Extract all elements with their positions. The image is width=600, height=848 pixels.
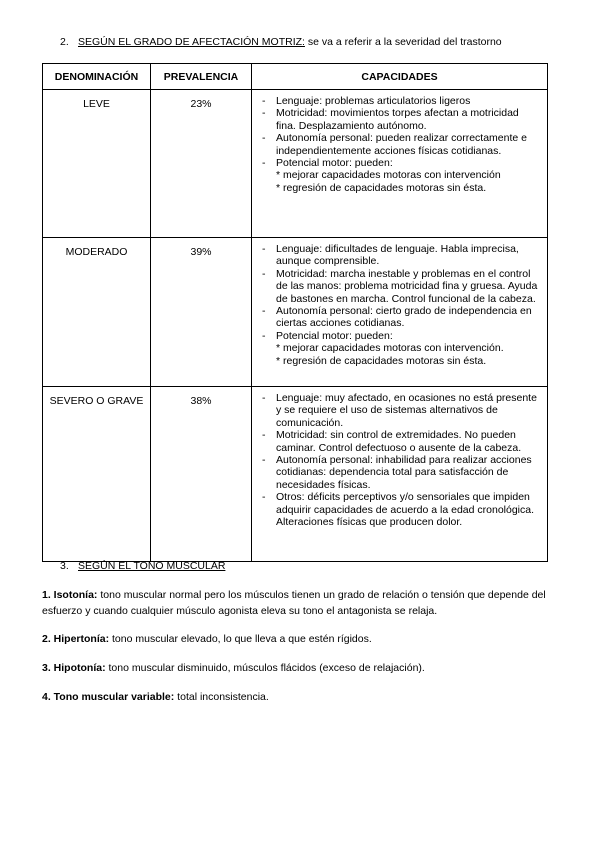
paragraph-term: 1. Isotonía:	[42, 589, 98, 601]
denominacion-cell: LEVE	[43, 90, 151, 238]
table-row	[43, 238, 548, 387]
list-item: - Autonomía personal: pueden realizar correctamente e independientemente acciones físicas cotidianas.	[258, 132, 541, 157]
section-2-title: SEGÚN EL GRADO DE AFECTACIÓN MOTRIZ:	[78, 36, 305, 48]
paragraph-text: tono muscular elevado, lo que lleva a que estén rígidos.	[109, 633, 372, 645]
list-item: - Potencial motor: pueden: * mejorar capacidades motoras con intervención * regresión de capacidades motoras sin ésta.	[258, 157, 541, 194]
table-body	[43, 90, 548, 562]
prevalencia-cell: 23%	[151, 90, 252, 238]
motor-grade-table	[42, 63, 548, 562]
hipertonia-paragraph	[42, 631, 547, 647]
section-2-description: se va a referir a la severidad del trastorno	[304, 36, 502, 48]
capacidades-list	[258, 243, 541, 367]
table-row	[43, 387, 548, 562]
section-3-number: 3.	[60, 560, 69, 572]
capacidades-list	[258, 392, 541, 528]
tono-variable-paragraph	[42, 689, 547, 705]
prevalencia-cell: 39%	[151, 238, 252, 387]
capacidades-list	[258, 95, 541, 194]
list-item: - Lenguaje: dificultades de lenguaje. Habla imprecisa, aunque comprensible.	[258, 243, 541, 268]
header-capacidades: CAPACIDADES	[252, 64, 548, 90]
list-item: - Otros: déficits perceptivos y/o sensoriales que impiden adquirir capacidades de acuerdo a la edad cronológica. Alteraciones físicas que producen dolor.	[258, 491, 541, 528]
section-3-heading	[60, 560, 225, 572]
header-denominacion: DENOMINACIÓN	[43, 64, 151, 90]
capacidades-cell	[252, 238, 548, 387]
table-header-row	[43, 64, 548, 90]
list-item: - Motricidad: sin control de extremidades. No pueden caminar. Control defectuoso o ausente de la cabeza.	[258, 429, 541, 454]
list-item: - Lenguaje: muy afectado, en ocasiones no está presente y se requiere el uso de sistemas alternativos de comunicación.	[258, 392, 541, 429]
denominacion-cell: SEVERO O GRAVE	[43, 387, 151, 562]
paragraph-text: total inconsistencia.	[174, 691, 269, 703]
hipotonia-paragraph	[42, 660, 547, 676]
paragraph-term: 2. Hipertonía:	[42, 633, 110, 645]
list-item: - Lenguaje: problemas articulatorios ligeros	[258, 95, 541, 107]
capacidades-cell	[252, 387, 548, 562]
section-3-title: SEGÚN EL TONO MUSCULAR	[78, 560, 226, 572]
header-prevalencia: PREVALENCIA	[151, 64, 252, 90]
denominacion-cell: MODERADO	[43, 238, 151, 387]
isotonia-paragraph	[42, 587, 547, 619]
section-2-heading	[60, 36, 502, 48]
paragraph-text: tono muscular disminuido, músculos flácidos (exceso de relajación).	[105, 662, 425, 674]
list-item: - Autonomía personal: cierto grado de independencia en ciertas acciones cotidianas.	[258, 305, 541, 330]
table-row	[43, 90, 548, 238]
paragraph-term: 3. Hipotonía:	[42, 662, 106, 674]
section-2-number: 2.	[60, 36, 69, 48]
list-item: - Motricidad: marcha inestable y problemas en el control de las manos: problema motricidad fina y gruesa. Ayuda de bastones en marcha. Control funcional de la cabeza.	[258, 268, 541, 305]
list-item: - Motricidad: movimientos torpes afectan a motricidad fina. Desplazamiento autónomo.	[258, 107, 541, 132]
capacidades-cell	[252, 90, 548, 238]
paragraph-term: 4. Tono muscular variable:	[42, 691, 175, 703]
list-item: - Autonomía personal: inhabilidad para realizar acciones cotidianas: dependencia total para satisfacción de necesidades físicas.	[258, 454, 541, 491]
paragraph-text: tono muscular normal pero los músculos tienen un grado de relación o tensión que depende del esfuerzo y cuando cualquier músculo agonista eleva su tono el antagonista se relaja.	[42, 589, 546, 617]
list-item: - Potencial motor: pueden: * mejorar capacidades motoras con intervención. * regresión de capacidades motoras sin ésta.	[258, 330, 541, 367]
prevalencia-cell: 38%	[151, 387, 252, 562]
